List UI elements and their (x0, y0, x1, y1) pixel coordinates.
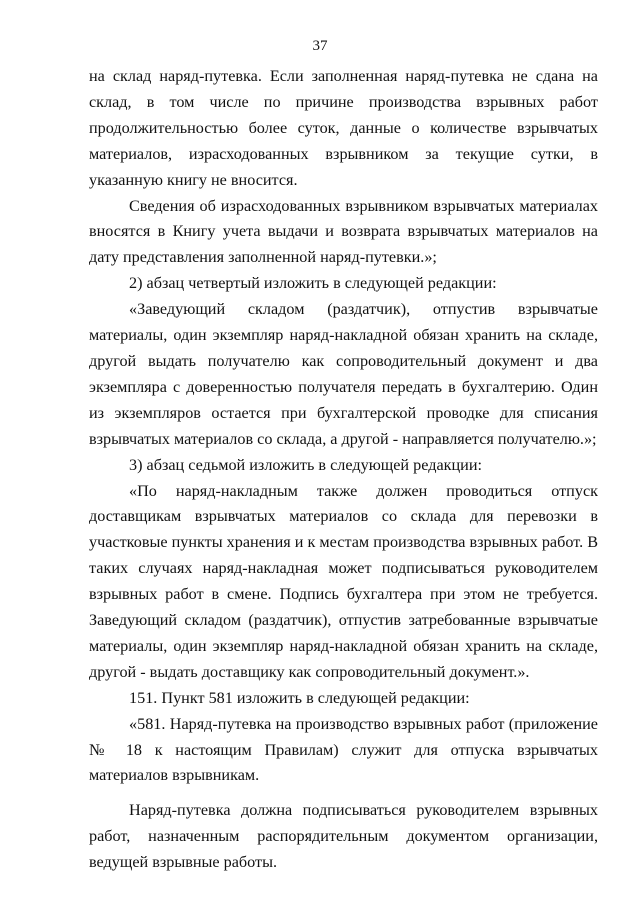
paragraph: «581. Наряд-путевка на производство взрывных работ (приложение № 18 к настоящим Правилам) служит для отпуска взрывчатых материалов взрывникам. (89, 714, 598, 785)
page-number: 37 (312, 38, 328, 54)
document-body (89, 64, 598, 876)
paragraph: «По наряд-накладным также должен проводиться отпуск доставщикам взрывчатых материалов со склада для перевозки в участковые пункты хранения и к местам производства взрывных работ. В таких случаях наряд-накладная может подписываться руководителем взрывных работ в смене. Подпись бухгалтера при этом не требуется. Заведующий складом (раздатчик), отпустив затребованные взрывчатые материалы, один экземпляр наряд-накладной обязан хранить на складе, другой - выдать доставщику как сопроводительный документ.». (89, 481, 598, 681)
paragraph: Наряд-путевка должна подписываться руководителем взрывных работ, назначенным распорядительным документом организации, ведущей взрывные работы. (89, 801, 598, 872)
paragraph: 2) абзац четвертый изложить в следующей редакции: (129, 274, 497, 293)
paragraph: 151. Пункт 581 изложить в следующей редакции: (129, 688, 470, 707)
paragraph: Сведения об израсходованных взрывником взрывчатых материалах вносятся в Книгу учета выдачи и возврата взрывчатых материалов на дату представления заполненной наряд-путевки.»; (89, 196, 598, 267)
paragraph: «Заведующий складом (раздатчик), отпустив взрывчатые материалы, один экземпляр наряд-накладной обязан хранить на складе, другой выдать получателю как сопроводительный документ и два экземпляра с доверенностью получателя передать в бухгалтерию. Один из экземпляров остается при бухгалтерской проводке для списания взрывчатых материалов со склада, а другой - направляется получателю.»; (89, 300, 598, 448)
paragraph: 3) абзац седьмой изложить в следующей редакции: (129, 455, 482, 474)
paragraph: на склад наряд-путевка. Если заполненная наряд-путевка не сдана на склад, в том числе по причине производства взрывных работ продолжительностью более суток, данные о количестве взрывчатых материалов, израсходованных взрывником за текущие сутки, в указанную книгу не вносится. (89, 67, 598, 189)
paragraph-spacer (89, 789, 598, 798)
